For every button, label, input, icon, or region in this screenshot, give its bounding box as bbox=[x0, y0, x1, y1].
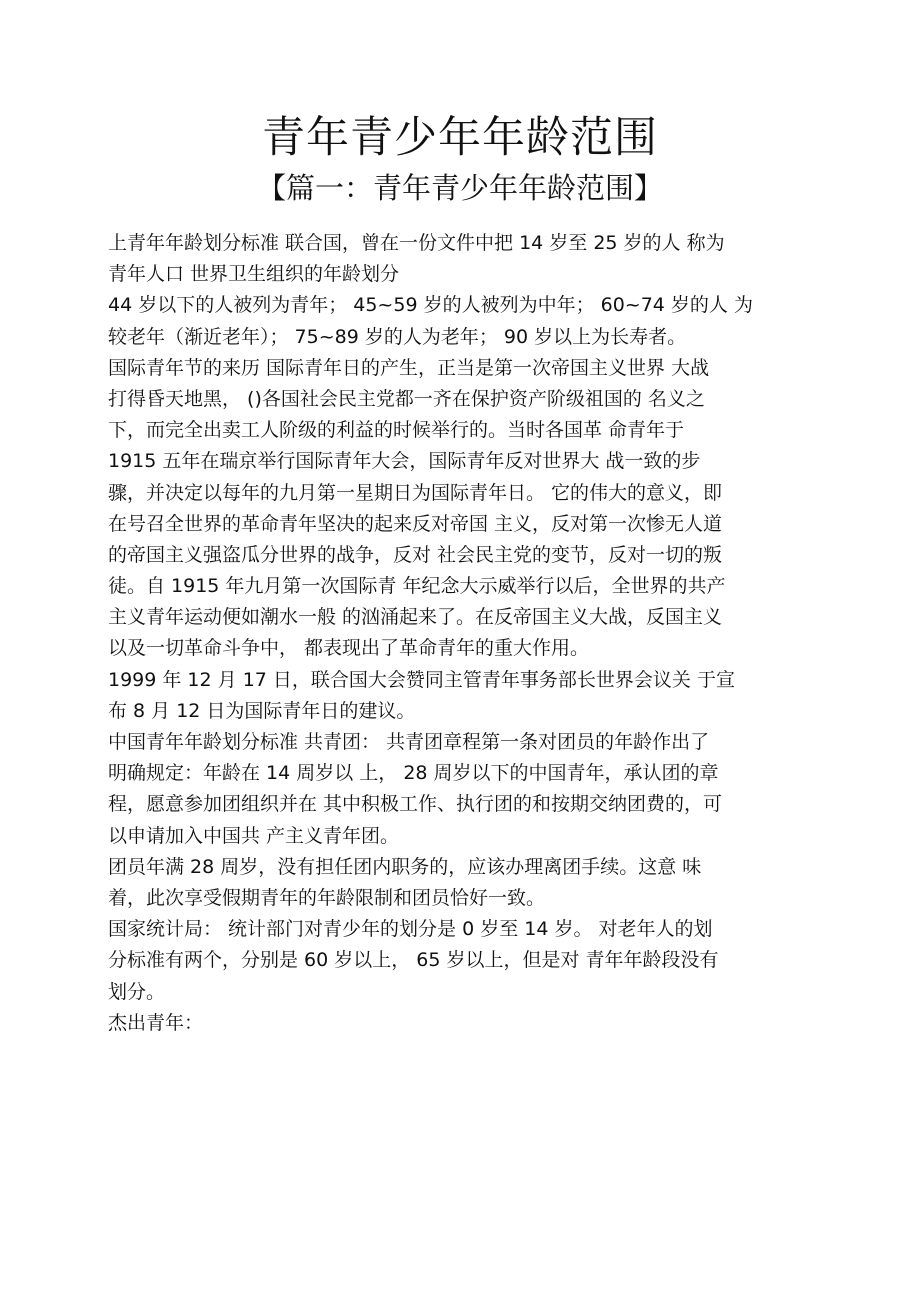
text-line: 下，而完全出卖工人阶级的利益的时候举行的。当时各国革 命青年于 bbox=[108, 419, 685, 442]
text-line: 的帝国主义强盗瓜分世界的战争，反对 社会民主党的变节，反对一切的叛 bbox=[108, 543, 723, 566]
text-line: 国际青年节的来历 国际青年日的产生，正当是第一次帝国主义世界 大战 bbox=[108, 356, 710, 379]
text-line: 明确规定：年龄在 14 周岁以 上， 28 周岁以下的中国青年，承认团的章 bbox=[108, 762, 719, 785]
text-line: 划分。 bbox=[108, 980, 166, 1003]
text-line: 较老年（渐近老年）； 75~89 岁的人为老年； 90 岁以上为长寿者。 bbox=[108, 325, 687, 348]
text-line: 以申请加入中国共 产主义青年团。 bbox=[108, 824, 400, 847]
text-line: 程，愿意参加团组织并在 其中积极工作、执行团的和按期交纳团费的，可 bbox=[108, 793, 723, 816]
document-body bbox=[108, 228, 820, 1039]
text-line: 分标准有两个，分别是 60 岁以上， 65 岁以上，但是对 青年年龄段没有 bbox=[108, 949, 719, 972]
text-line: 1915 五年在瑞京举行国际青年大会，国际青年反对世界大 战一致的步 bbox=[108, 450, 701, 473]
text-line: 骤，并决定以每年的九月第一星期日为国际青年日。 它的伟大的意义，即 bbox=[108, 481, 723, 504]
text-line: 主义青年运动便如潮水一般 的汹涌起来了。在反帝国主义大战，反国主义 bbox=[108, 606, 723, 629]
text-line: 在号召全世界的革命青年坚决的起来反对帝国 主义，反对第一次惨无人道 bbox=[108, 512, 723, 535]
text-line: 打得昏天地黑， ()各国社会民主党都一齐在保护资产阶级祖国的 名义之 bbox=[108, 387, 705, 410]
text-line: 布 8 月 12 日为国际青年日的建议。 bbox=[108, 699, 416, 722]
document-subtitle: 【篇一：青年青少年年龄范围】 bbox=[256, 171, 663, 205]
document-title: 青年青少年年龄范围 bbox=[262, 113, 658, 163]
text-line: 1999 年 12 月 17 日，联合国大会赞同主管青年事务部长世界会议关 于宣 bbox=[108, 668, 735, 691]
text-line: 44 岁以下的人被列为青年； 45~59 岁的人被列为中年； 60~74 岁的人 为 bbox=[108, 294, 753, 317]
text-line: 徒。自 1915 年九月第一次国际青 年纪念大示威举行以后，全世界的共产 bbox=[108, 575, 726, 598]
text-line: 团员年满 28 周岁，没有担任团内职务的，应该办理离团手续。这意 味 bbox=[108, 855, 702, 878]
text-line: 杰出青年： bbox=[108, 1011, 204, 1034]
text-line: 青年人口 世界卫生组织的年龄划分 bbox=[108, 263, 400, 286]
text-line: 着，此次享受假期青年的年龄限制和团员恰好一致。 bbox=[108, 886, 546, 909]
text-line: 上青年年龄划分标准 联合国，曾在一份文件中把 14 岁至 25 岁的人 称为 bbox=[108, 232, 725, 254]
text-line: 以及一切革命斗争中， 都表现出了革命青年的重大作用。 bbox=[108, 637, 590, 660]
text-line: 中国青年年龄划分标准 共青团： 共青团章程第一条对团员的年龄作出了 bbox=[108, 731, 710, 753]
text-line: 国家统计局： 统计部门对青少年的划分是 0 岁至 14 岁。 对老年人的划 bbox=[108, 918, 713, 941]
